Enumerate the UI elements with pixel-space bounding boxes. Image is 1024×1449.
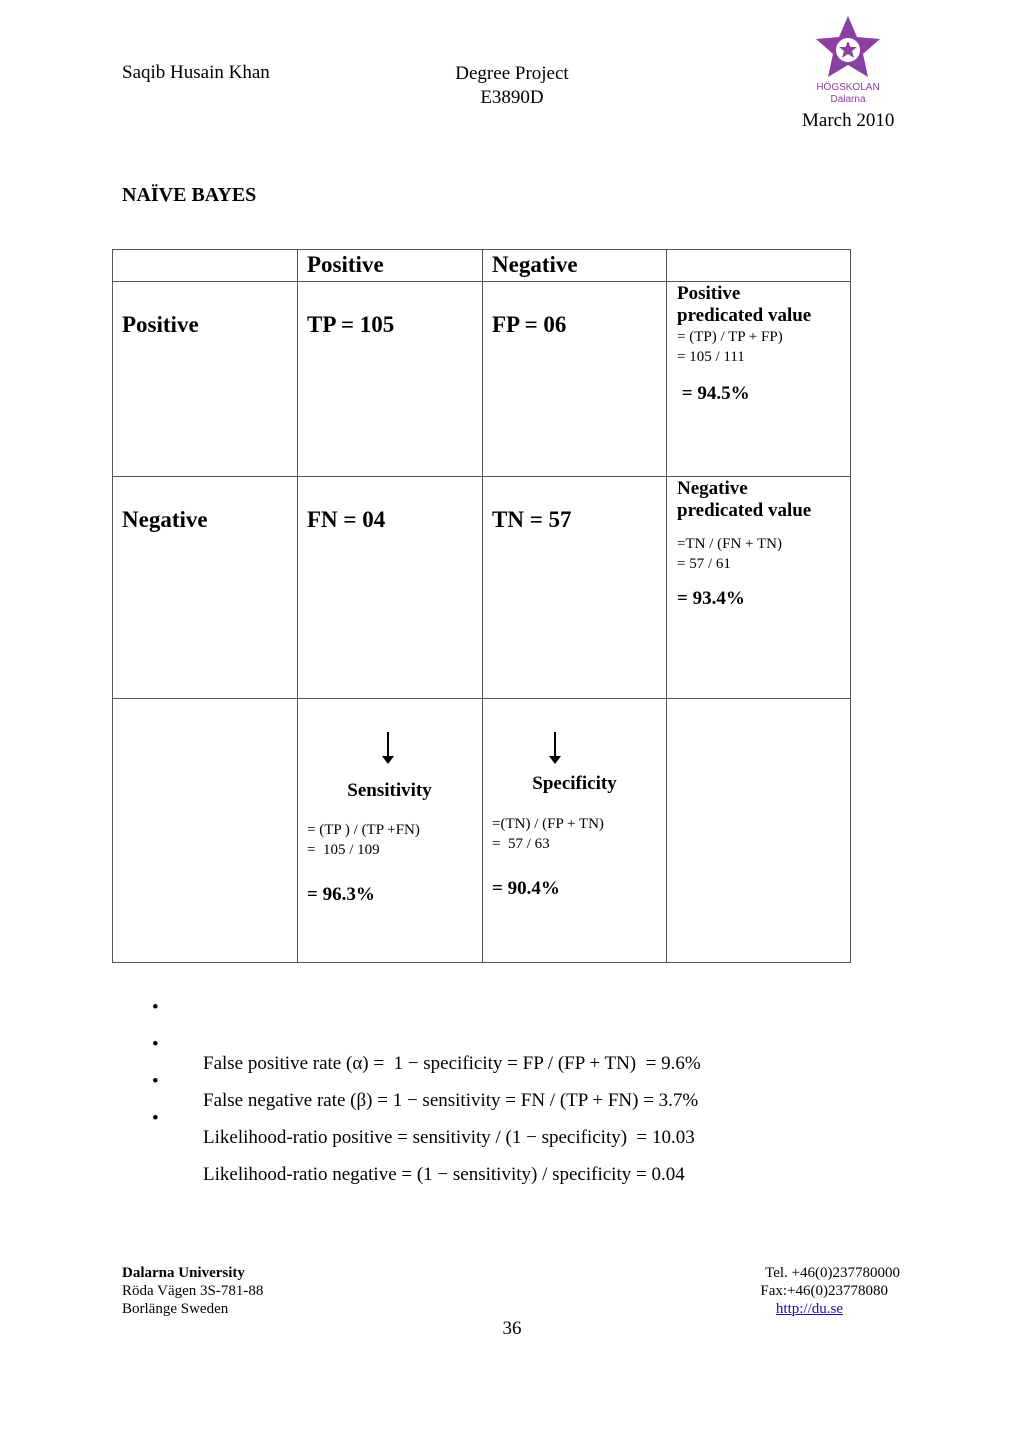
metric-formula: =TN / (FN + TN) = 57 / 61 (677, 536, 782, 572)
list-item (150, 1105, 701, 1185)
list-item (150, 1031, 701, 1111)
footer-address-line: Röda Vägen 3S-781-88 (122, 1283, 264, 1299)
confusion-matrix-table (112, 249, 851, 963)
down-arrow-icon (554, 732, 556, 758)
list-item (150, 1068, 701, 1148)
specificity-formula: =(TN) / (FP + TN) = 57 / 63 (492, 816, 604, 852)
project-title-block (400, 62, 624, 110)
footer-contact (700, 1264, 900, 1318)
negative-predictive-value-cell (677, 478, 852, 610)
section-title: NAÏVE BAYES (122, 184, 257, 206)
bullet-icon: • (152, 1034, 159, 1055)
row-label-positive: Positive (122, 312, 199, 337)
metrics-bullet-list (150, 994, 701, 1185)
metric-title: Positive (677, 283, 741, 304)
specificity-title: Specificity (532, 773, 617, 794)
list-item-text: False negative rate (β) = 1 − sensitivity = FN / (TP + FN) = 3.7% (203, 1090, 699, 1111)
list-item-text: False positive rate (α) = 1 − specificity = FP / (FP + TN) = 9.6% (203, 1053, 701, 1074)
false-negative-cell: FN = 04 (307, 507, 386, 532)
positive-predictive-value-cell (677, 283, 852, 405)
true-positive-cell: TP = 105 (307, 312, 395, 337)
footer-org-name: Dalarna University (122, 1265, 245, 1281)
metric-result: = 93.4% (677, 588, 745, 609)
footer-fax: Fax:+46(0)23778080 (760, 1283, 888, 1299)
footer-address (122, 1264, 263, 1318)
sensitivity-result: = 96.3% (307, 884, 375, 905)
footer-address-line: Borlänge Sweden (122, 1301, 229, 1317)
down-arrow-icon (387, 732, 389, 758)
project-title: Degree Project (455, 63, 569, 84)
metric-title: predicated value (677, 305, 812, 326)
bullet-icon: • (152, 1071, 159, 1092)
logo-text-line2: Dalarna (830, 94, 866, 105)
bullet-icon: • (152, 997, 159, 1018)
table-divider (113, 281, 850, 282)
document-date: March 2010 (802, 110, 895, 131)
footer-website-link[interactable]: http://du.se (775, 1301, 843, 1317)
sensitivity-formula: = (TP ) / (TP +FN) = 105 / 109 (307, 822, 420, 858)
sensitivity-title: Sensitivity (347, 780, 432, 801)
specificity-result: = 90.4% (492, 878, 560, 899)
table-divider (113, 476, 850, 477)
true-negative-cell: TN = 57 (492, 507, 572, 532)
metric-formula: = (TP) / TP + FP) = 105 / 111 (677, 329, 783, 365)
metric-title: Negative (677, 478, 748, 499)
col-header-positive: Positive (307, 252, 384, 277)
author-name: Saqib Husain Khan (122, 62, 270, 83)
footer-telephone: Tel. +46(0)237780000 (765, 1265, 900, 1281)
bullet-icon: • (152, 1108, 159, 1129)
list-item-text: Likelihood-ratio negative = (1 − sensitivity) / specificity = 0.04 (203, 1164, 685, 1185)
false-positive-cell: FP = 06 (492, 312, 567, 337)
project-code: E3890D (480, 87, 544, 108)
metric-result: = 94.5% (677, 383, 750, 404)
logo-text-line1: HÖGSKOLAN (816, 82, 880, 93)
table-divider (666, 250, 667, 962)
table-divider (482, 250, 483, 962)
list-item (150, 994, 701, 1074)
table-divider (297, 250, 298, 962)
page-number: 36 (502, 1318, 522, 1339)
col-header-negative: Negative (492, 252, 578, 277)
table-divider (113, 698, 850, 699)
metric-title: predicated value (677, 500, 812, 521)
list-item-text: Likelihood-ratio positive = sensitivity / (1 − specificity) = 10.03 (203, 1127, 695, 1148)
row-label-negative: Negative (122, 507, 208, 532)
